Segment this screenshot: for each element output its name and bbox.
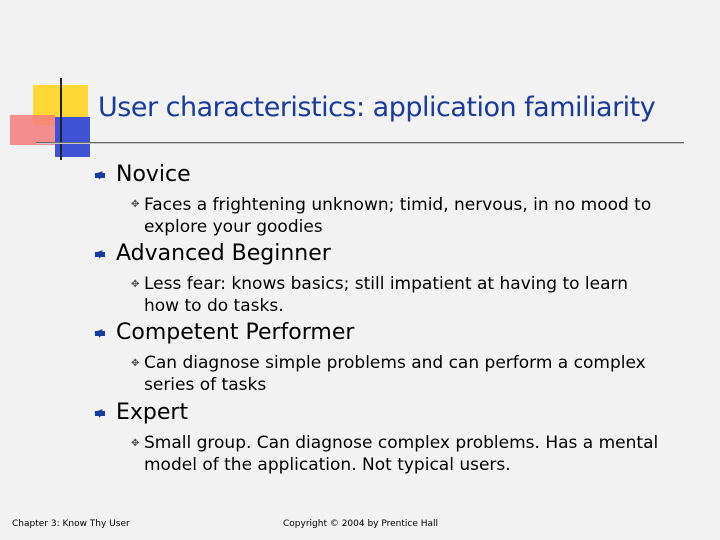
- bullet-detail: Can diagnose simple problems and can perform a complex series of tasks: [144, 353, 646, 395]
- bullet-item-advanced-beginner: [96, 241, 331, 266]
- bullet-item-expert: [96, 400, 188, 425]
- sub-bullet-icon: ✥: [131, 438, 140, 449]
- bullet-diamond-icon: [96, 328, 104, 336]
- title-underline-shadow: [36, 143, 684, 144]
- slide-title: User characteristics: application familiarity: [98, 92, 656, 123]
- bullet-heading: Advanced Beginner: [116, 241, 331, 266]
- bullet-heading: Novice: [116, 162, 191, 187]
- bullet-detail: Small group. Can diagnose complex problems. Has a mental model of the application. Not typical users.: [144, 433, 659, 475]
- decor-vertical-line: [60, 78, 62, 160]
- bullet-detail: Faces a frightening unknown; timid, nervous, in no mood to explore your goodies: [144, 195, 652, 237]
- bullet-detail: Less fear: knows basics; still impatient at having to learn how to do tasks.: [144, 274, 628, 316]
- bullet-diamond-icon: [96, 249, 104, 257]
- footer-chapter: Chapter 3: Know Thy User: [12, 519, 130, 529]
- bullet-item-competent-performer: [96, 320, 354, 345]
- decor-red-square: [10, 115, 55, 145]
- sub-bullet-icon: ✥: [131, 358, 140, 369]
- bullet-heading: Expert: [116, 400, 189, 425]
- bullet-item-novice: [96, 162, 191, 187]
- sub-bullet-icon: ✥: [131, 279, 140, 290]
- bullet-heading: Competent Performer: [116, 320, 355, 345]
- sub-bullet-icon: ✥: [131, 199, 140, 210]
- bullet-diamond-icon: [96, 408, 104, 416]
- bullet-diamond-icon: [96, 170, 104, 178]
- footer-copyright: Copyright © 2004 by Prentice Hall: [283, 519, 439, 529]
